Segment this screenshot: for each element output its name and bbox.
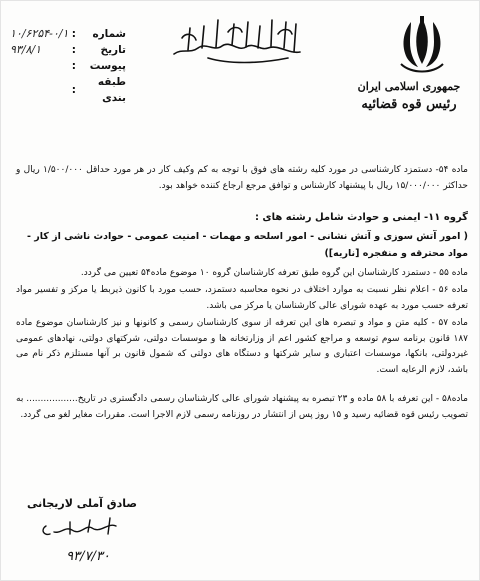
group-11-heading: گروه ۱۱- ایمنی و حوادث شامل رشته های : [254,212,468,223]
meta-classification-label: طبقه بندی [97,76,126,104]
letter-meta [8,26,126,106]
meta-number-row: شماره : ۱۰/۶۲۵۴-۰/۱ [10,27,126,40]
signature-date: ۹۳/۷/۳۰ [66,549,110,564]
meta-classification-row: طبقه بندی : [71,76,126,104]
org-country: جمهوری اسلامی ایران [357,80,461,93]
signer-name: صادق آملی لاریجانی [26,497,138,510]
article-55: ماده ۵۵ - دستمزد کارشناسان این گروه طبق تعرفه کارشناسان گروه ۱۰ موضوع ماده۵۴ تعیین می گردد. [80,268,468,278]
article-58: ماده۵۸ - این تعرفه با ۵۸ ماده و ۲۳ تبصره به پیشنهاد شورای عالی کارشناسان رسمی دادگستری در تاریخ.................. به تصویب رئیس قوه قضائیه رسید و ۱۵ روز پس از انتشار در روزنامه رسمی لازم الاجرا است. مقررات مغایر لغو می گردد. [16,394,468,420]
meta-date-row: تاریخ : ۹۳/۸/۱ [10,43,126,56]
article-56: ماده ۵۶ - اعلام نظر نسبت به موارد اختلاف در نحوه محاسبه دستمزد، حسب مورد با کانون ذیربط یا مرکز و تفسیر مواد تعرفه حسب مورد به عهده شورای عالی کارشناسان یا مرکز می باشد. [16,285,468,311]
meta-attachment-label: پیوست [89,60,126,72]
iran-emblem-icon [393,14,451,78]
meta-number-label: شماره [92,28,126,40]
article-57: ماده ۵۷ - کلیه متن و مواد و تبصره های این تعرفه از سوی کارشناسان رسمی و کانونها و نیز کارشناسان موضوع ماده ۱۸۷ قانون برنامه سوم توسعه و مراجع کشور اعم از وزارتخانه ها و موسسات دولتی، شرکتهای دولتی، نهادهای عمومی غیردولتی، بانکها، موسسات اعتباری و سایر شرکتها و دستگاه های دولتی که شمول قانون بر آنها مستلزم ذکر نام می باشد، لازم الرعایه است. [16,318,468,375]
meta-date-label: تاریخ [100,44,126,56]
org-title: رئیس قوه قضائیه [361,97,457,112]
meta-attachment-row: پیوست : [71,60,126,72]
meta-number-value: ۱۰/۶۲۵۴-۰/۱ [10,27,69,40]
issuing-organization [350,80,468,112]
handwritten-signature [30,512,130,572]
meta-date-value: ۹۳/۸/۱ [10,43,42,56]
article-54: ماده ۵۴- دستمزد کارشناسی در مورد کلیه رشته های فوق با توجه به کم وکیف کار در هر مورد حداقل ۱/۵۰۰/۰۰۰ ریال و حداکثر ۱۵/۰۰۰/۰۰۰ ریال با پیشنهاد کارشناس و توافق مرجع ارجاع کننده خواهد بود. [16,165,469,191]
basmala-calligraphy [168,14,308,68]
group-11-subjects: ( امور آتش سوزی و آتش نشانی - امور اسلحه و مهمات - امنیت عمومی - حوادث ناشی از کار - مواد محترقه و منفجره [ناریه]) [27,231,468,259]
